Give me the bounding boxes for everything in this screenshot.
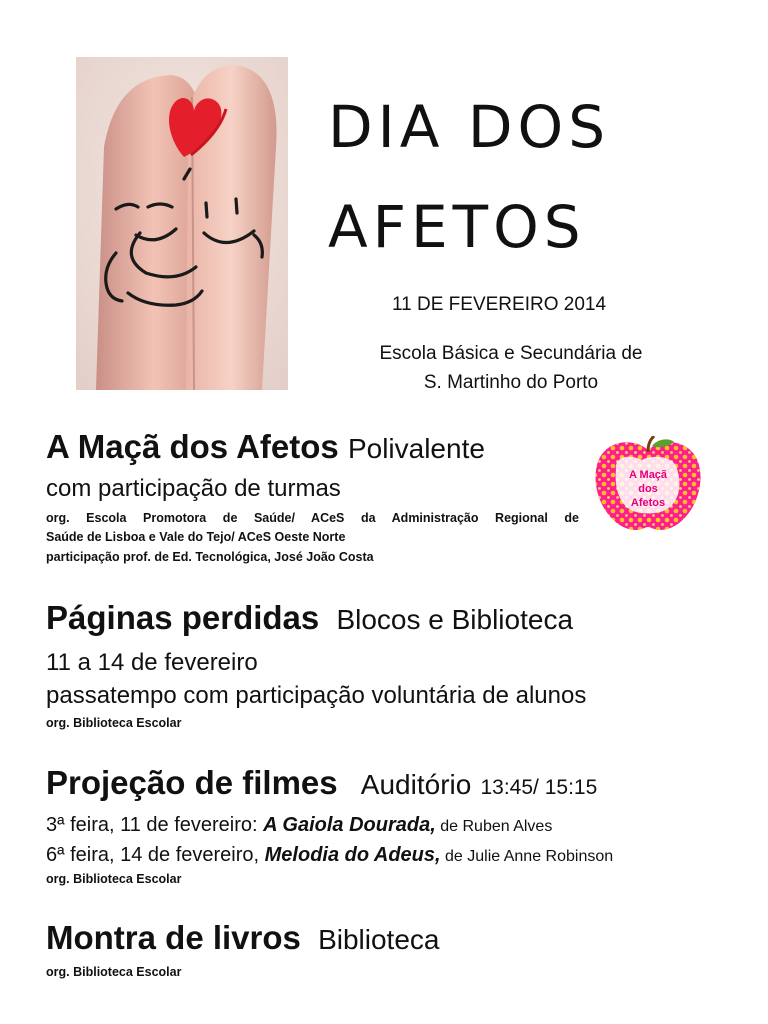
section-title-pages	[46, 601, 573, 634]
section-title-text: Montra de livros	[46, 919, 301, 956]
event-date: 11 DE FEVEREIRO 2014	[392, 294, 607, 315]
film-director: de Julie Anne Robinson	[440, 848, 614, 865]
film-line	[46, 815, 552, 835]
film-title: A Gaiola Dourada,	[263, 814, 436, 836]
film-title: Melodia do Adeus,	[264, 844, 441, 866]
section-title-films	[46, 766, 597, 799]
section-line: 11 a 14 de fevereiro	[46, 649, 258, 676]
school-line-2: S. Martinho do Porto	[423, 372, 599, 393]
org-line: org. Biblioteca Escolar	[46, 965, 182, 979]
section-venue: Biblioteca	[318, 924, 440, 955]
section-line: passatempo com participação voluntária de alunos	[46, 682, 587, 709]
org-line: org. Biblioteca Escolar	[46, 716, 182, 730]
section-venue: Polivalente	[347, 433, 485, 464]
section-title-books	[46, 921, 439, 954]
section-venue: Auditório	[360, 769, 472, 800]
school-line-1: Escola Básica e Secundária de	[379, 343, 643, 364]
film-day: 3ª feira, 11 de fevereiro:	[46, 814, 264, 836]
section-title-text: A Maçã dos Afetos	[46, 428, 339, 465]
section-line: com participação de turmas	[46, 475, 341, 502]
org-line: org. Escola Promotora de Saúde/ ACeS da Administração Regional de	[46, 511, 579, 525]
apple-logo-text-2: dos	[638, 483, 658, 495]
org-line: participação prof. de Ed. Tecnológica, José João Costa	[46, 550, 374, 564]
film-line	[46, 845, 613, 865]
org-line: org. Biblioteca Escolar	[46, 872, 182, 886]
school-name	[351, 339, 671, 397]
section-times: 13:45/ 15:15	[480, 776, 598, 799]
title-line-1: DIA DOS	[328, 93, 611, 161]
section-title-apple	[46, 430, 485, 463]
film-director: de Ruben Alves	[435, 818, 553, 835]
apple-logo	[592, 436, 704, 532]
apple-logo-text-1: A Maçã	[628, 469, 668, 481]
film-day: 6ª feira, 14 de fevereiro,	[46, 844, 265, 866]
fingers-heart-photo	[76, 57, 288, 390]
section-title-text: Páginas perdidas	[46, 599, 320, 636]
org-line: Saúde de Lisboa e Vale do Tejo/ ACeS Oeste Norte	[46, 530, 346, 544]
apple-logo-text-3: Afetos	[630, 497, 666, 509]
title-line-2: AFETOS	[328, 193, 586, 261]
section-venue: Blocos e Biblioteca	[336, 604, 574, 635]
section-title-text: Projeção de filmes	[46, 764, 338, 801]
